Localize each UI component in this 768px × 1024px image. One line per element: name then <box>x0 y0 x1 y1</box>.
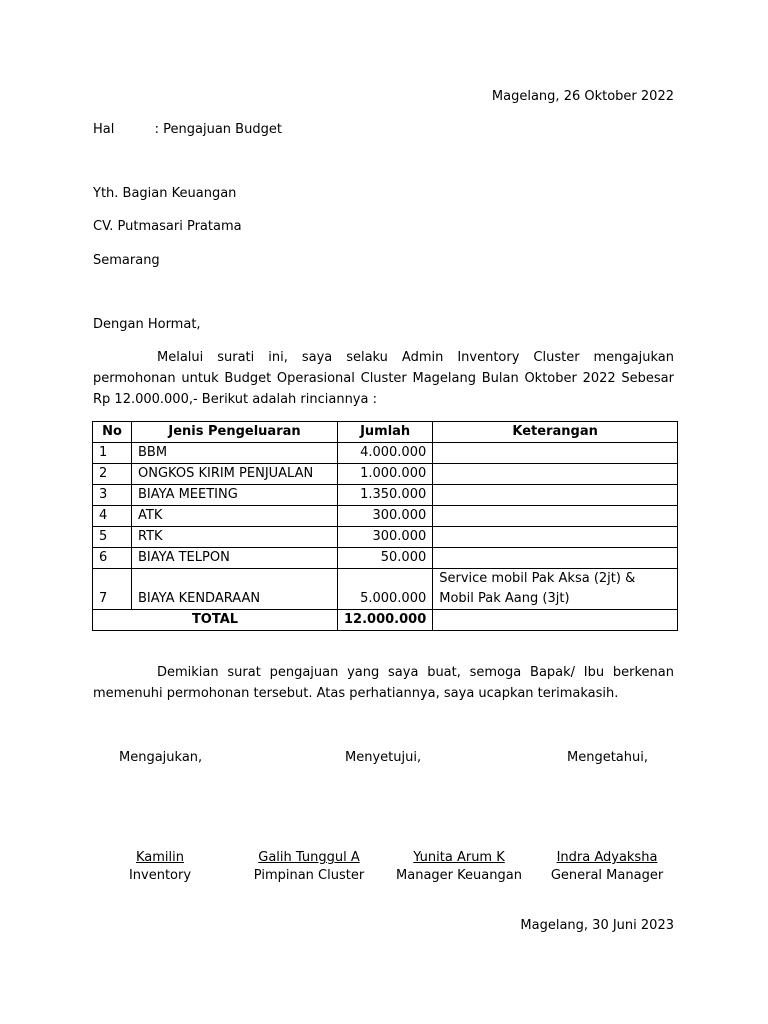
subject-label: Hal <box>93 122 115 137</box>
cell-jenis: ONGKOS KIRIM PENJUALAN <box>132 464 338 485</box>
cell-keterangan: Service mobil Pak Aksa (2jt) & Mobil Pak Aang (3jt) <box>433 569 678 610</box>
cell-jenis: BIAYA MEETING <box>132 485 338 506</box>
cell-keterangan <box>433 464 678 485</box>
table-row <box>93 506 678 527</box>
cell-keterangan <box>433 485 678 506</box>
total-value: 12.000.000 <box>338 610 433 631</box>
cell-jumlah: 50.000 <box>338 548 433 569</box>
signatory-role: General Manager <box>550 868 664 883</box>
table-row <box>93 464 678 485</box>
table-header-row <box>93 422 678 443</box>
header-no: No <box>93 422 132 443</box>
intro-text: Melalui surati ini, saya selaku Admin Inventory Cluster mengajukan permohonan untuk Budget Operasional Cluster Magelang Bulan Oktober 2022 Sebesar Rp 12.000.000,- Berikut adalah rinciannya : <box>93 350 674 407</box>
recipient-line-1: Yth. Bagian Keuangan <box>93 186 237 201</box>
cell-jenis: BIAYA TELPON <box>132 548 338 569</box>
signatory-1 <box>100 849 220 885</box>
cell-jumlah: 4.000.000 <box>338 443 433 464</box>
cell-jumlah: 1.350.000 <box>338 485 433 506</box>
signatory-role: Manager Keuangan <box>396 868 522 883</box>
cell-no: 6 <box>93 548 132 569</box>
approval-approved: Menyetujui, <box>345 750 422 765</box>
signatory-role: Pimpinan Cluster <box>253 868 365 883</box>
header-keterangan: Keterangan <box>433 422 678 443</box>
cell-jenis: BBM <box>132 443 338 464</box>
table-row <box>93 548 678 569</box>
table-row <box>93 485 678 506</box>
subject-value: : Pengajuan Budget <box>154 122 282 137</box>
cell-keterangan <box>433 548 678 569</box>
header-jumlah: Jumlah <box>338 422 433 443</box>
closing-text: Demikian surat pengajuan yang saya buat, semoga Bapak/ Ibu berkenan memenuhi permohonan tersebut. Atas perhatiannya, saya ucapkan terimakasih. <box>93 665 674 701</box>
recipient-line-3: Semarang <box>93 253 160 268</box>
closing-paragraph <box>93 662 674 704</box>
cell-jenis: RTK <box>132 527 338 548</box>
table-row <box>93 443 678 464</box>
cell-jumlah: 5.000.000 <box>338 569 433 610</box>
approval-acknowledged: Mengetahui, <box>567 750 648 765</box>
signatory-name: Yunita Arum K <box>413 850 505 865</box>
signatory-name: Indra Adyaksha <box>556 850 658 865</box>
signatory-2 <box>244 849 374 885</box>
intro-paragraph <box>93 347 674 410</box>
signatory-name: Kamilin <box>135 850 184 865</box>
signatory-3 <box>390 849 528 885</box>
greeting: Dengan Hormat, <box>93 317 201 332</box>
cell-no: 4 <box>93 506 132 527</box>
cell-jenis: BIAYA KENDARAAN <box>132 569 338 610</box>
table-total-row <box>93 610 678 631</box>
approval-submitted: Mengajukan, <box>119 750 203 765</box>
table-row <box>93 569 678 610</box>
signatory-4 <box>542 849 672 885</box>
place-date-top: Magelang, 26 Oktober 2022 <box>491 89 674 104</box>
signatory-role: Inventory <box>128 868 192 883</box>
cell-no: 3 <box>93 485 132 506</box>
cell-no: 2 <box>93 464 132 485</box>
cell-no: 7 <box>93 569 132 610</box>
total-keterangan <box>433 610 678 631</box>
table-row <box>93 527 678 548</box>
cell-keterangan <box>433 506 678 527</box>
cell-jenis: ATK <box>132 506 338 527</box>
cell-keterangan <box>433 443 678 464</box>
cell-no: 1 <box>93 443 132 464</box>
budget-table <box>92 421 678 631</box>
recipient-line-2: CV. Putmasari Pratama <box>93 219 242 234</box>
cell-jumlah: 1.000.000 <box>338 464 433 485</box>
cell-no: 5 <box>93 527 132 548</box>
place-date-bottom: Magelang, 30 Juni 2023 <box>520 918 674 933</box>
signatory-name: Galih Tunggul A <box>258 850 360 865</box>
cell-jumlah: 300.000 <box>338 527 433 548</box>
cell-keterangan <box>433 527 678 548</box>
subject-line <box>93 122 282 138</box>
header-jenis: Jenis Pengeluaran <box>132 422 338 443</box>
cell-jumlah: 300.000 <box>338 506 433 527</box>
total-label: TOTAL <box>93 610 338 631</box>
